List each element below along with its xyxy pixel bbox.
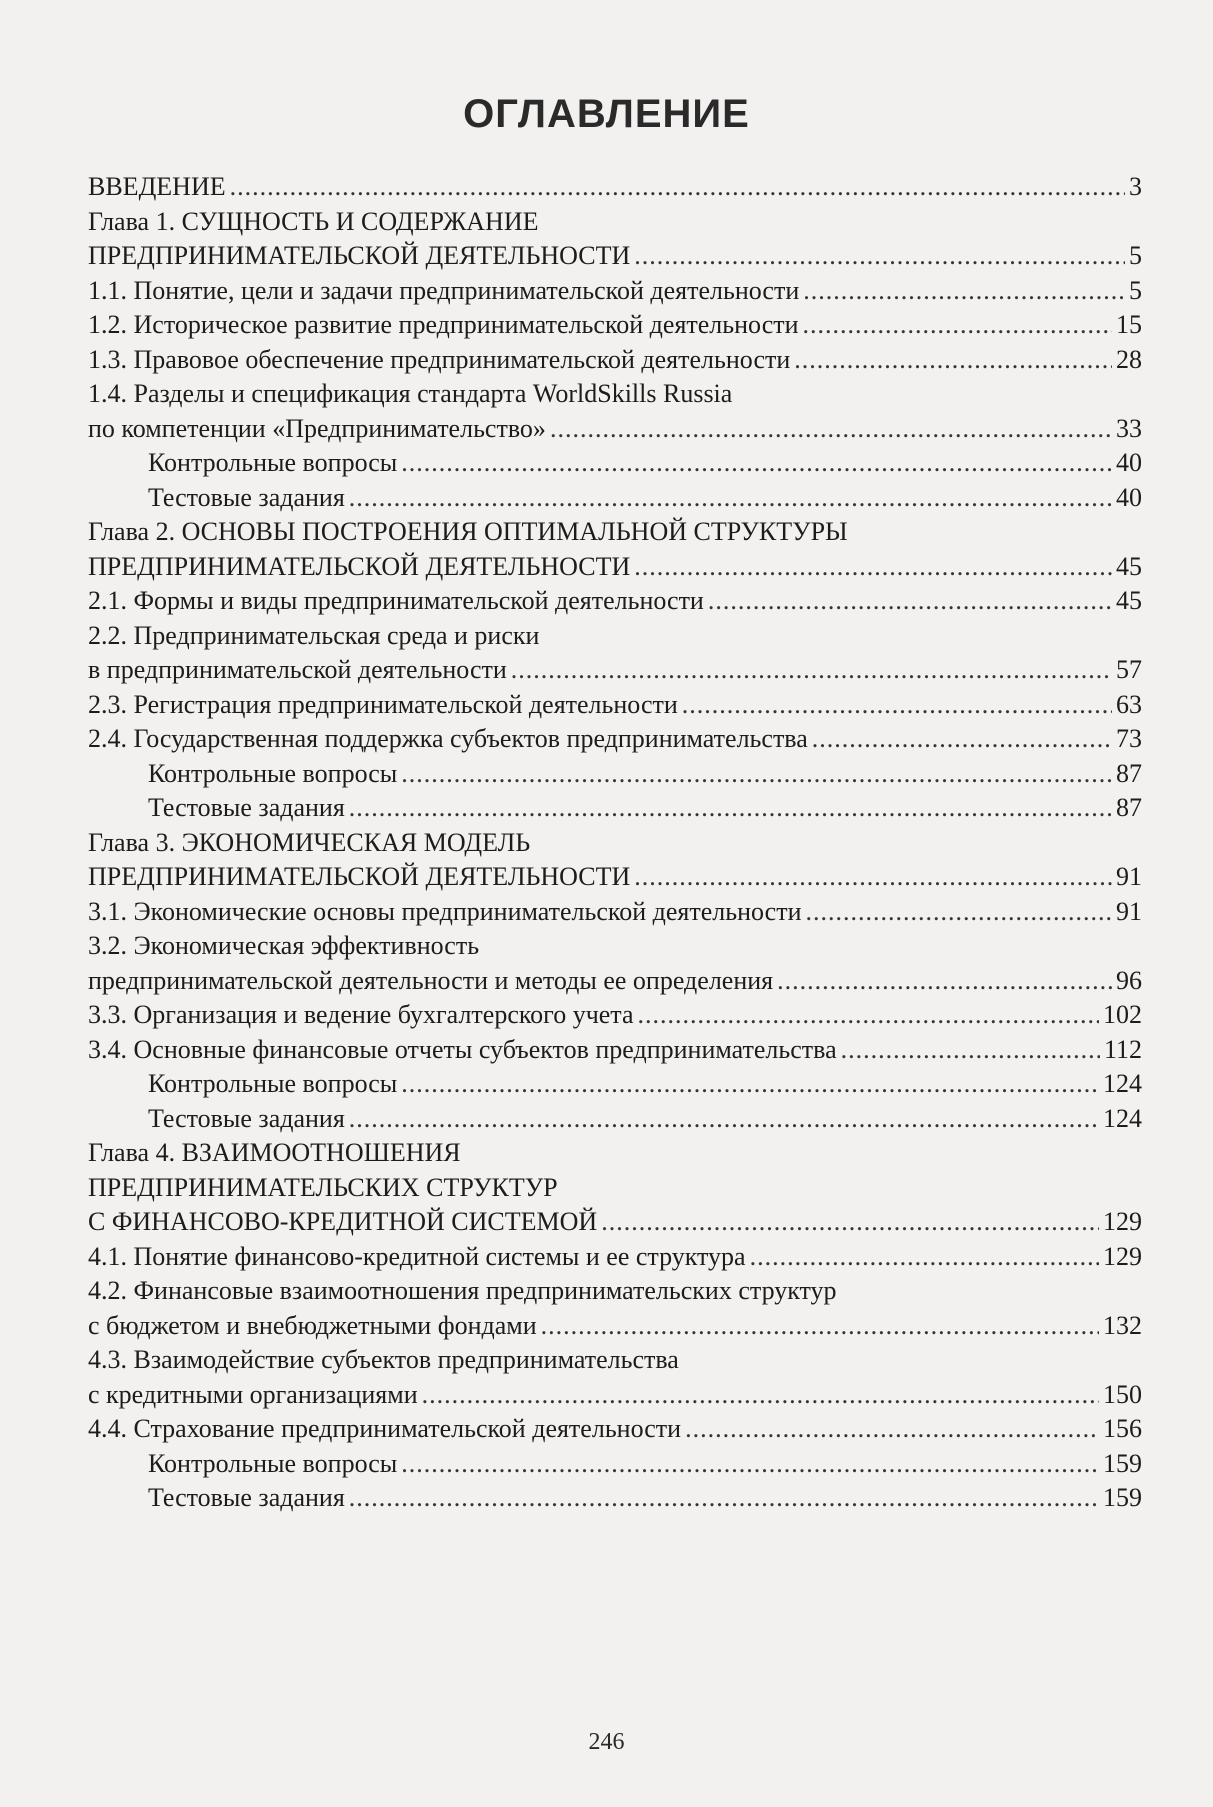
- toc-entry-title: предпринимательской деятельности и методы ее определения: [88, 965, 774, 995]
- toc-entry: [88, 1412, 1142, 1447]
- toc-page-number: 96: [1116, 965, 1142, 995]
- toc-entry: [148, 446, 1142, 481]
- dot-leader: [349, 481, 1112, 516]
- toc-entry-line: [88, 170, 1142, 205]
- toc-entry-title: Контрольные вопросы: [148, 758, 398, 788]
- dot-leader: [794, 343, 1112, 378]
- toc-page-number: 40: [1116, 448, 1142, 477]
- toc-page-number: 45: [1116, 551, 1142, 581]
- toc-entry: [88, 584, 1142, 619]
- toc-entry-line: [88, 481, 1142, 516]
- dot-leader: [401, 757, 1112, 792]
- toc-entry: [88, 343, 1142, 378]
- toc-entry: [148, 1481, 1142, 1516]
- toc-entry-line: [88, 1274, 1142, 1309]
- toc-entry-title: с кредитными организациями: [88, 1379, 418, 1409]
- toc-entry-line: [88, 860, 1142, 895]
- toc-page-number: 33: [1116, 413, 1142, 443]
- toc-entry: [88, 860, 1142, 895]
- dot-leader: [685, 1412, 1099, 1447]
- toc-page-number: 159: [1103, 1448, 1142, 1478]
- toc-entry-line: [88, 1481, 1142, 1516]
- toc-entry-line: [88, 239, 1142, 274]
- toc-entry-line: [88, 550, 1142, 585]
- dot-leader: [841, 1033, 1100, 1068]
- toc-entry-title: Тестовые задания: [148, 1103, 345, 1133]
- toc-entry-title: 3.4. Основные финансовые отчеты субъектов предпринимательства: [88, 1034, 837, 1064]
- toc-page-number: 102: [1103, 1000, 1142, 1029]
- toc-entry: [88, 239, 1142, 274]
- toc-entry-line: [88, 1067, 1142, 1102]
- toc-entry-title: 1.4. Разделы и спецификация стандарта WorldSkills Russia: [88, 379, 733, 408]
- toc-entry: [88, 998, 1142, 1033]
- toc-entry: [148, 791, 1142, 826]
- dot-leader: [349, 791, 1112, 826]
- toc-entry-title: Контрольные вопросы: [148, 1069, 398, 1098]
- toc-entry: [88, 653, 1142, 688]
- toc-entry-line: [88, 1033, 1142, 1068]
- toc-entry: [148, 481, 1142, 516]
- toc-entry: [88, 722, 1142, 757]
- dot-leader: [422, 1378, 1099, 1413]
- toc-entry-line: [88, 1309, 1142, 1344]
- toc-entry-title: 1.2. Историческое развитие предпринимательской деятельности: [88, 310, 799, 339]
- toc-entry-title: 1.1. Понятие, цели и задачи предпринимательской деятельности: [88, 275, 800, 305]
- toc-page-number: 5: [1129, 241, 1142, 270]
- dot-leader: [805, 895, 1112, 930]
- toc-entry-title: 3.3. Организация и ведение бухгалтерского учета: [88, 1000, 634, 1029]
- toc-entry-line: [88, 688, 1142, 723]
- toc-entry-line: [88, 998, 1142, 1033]
- dot-leader: [803, 274, 1125, 309]
- toc-page-number: 124: [1103, 1103, 1142, 1133]
- toc-entry: [88, 964, 1142, 999]
- toc-entry-line: [88, 1240, 1142, 1275]
- toc-entry-title: ПРЕДПРИНИМАТЕЛЬСКИХ СТРУКТУР: [88, 1172, 558, 1202]
- toc-entry-line: [88, 274, 1142, 309]
- toc-entry-line: [88, 619, 1142, 654]
- dot-leader: [349, 1481, 1099, 1516]
- toc-entry-line: [88, 308, 1142, 343]
- toc-entry-line: [88, 1205, 1142, 1240]
- toc-entry-title: 2.3. Регистрация предпринимательской деятельности: [88, 689, 678, 719]
- toc-page-number: 45: [1116, 586, 1142, 615]
- toc-entry-title: ПРЕДПРИНИМАТЕЛЬСКОЙ ДЕЯТЕЛЬНОСТИ: [88, 551, 631, 581]
- toc-page-number: 156: [1103, 1414, 1142, 1443]
- table-of-contents: [88, 170, 1142, 1516]
- toc-entry-line: [88, 722, 1142, 757]
- dot-leader: [708, 584, 1112, 619]
- toc-entry-title: С ФИНАНСОВО-КРЕДИТНОЙ СИСТЕМОЙ: [88, 1207, 598, 1236]
- toc-page-number: 150: [1103, 1379, 1142, 1409]
- toc-entry-title: 4.3. Взаимодействие субъектов предпринимательства: [88, 1345, 679, 1374]
- toc-entry-line: [88, 584, 1142, 619]
- toc-entry: [148, 1447, 1142, 1482]
- dot-leader: [230, 170, 1125, 205]
- dot-leader: [777, 964, 1112, 999]
- page-title: ОГЛАВЛЕНИЕ: [463, 92, 750, 136]
- dot-leader: [401, 446, 1112, 481]
- toc-page-number: 129: [1103, 1241, 1142, 1271]
- toc-entry-title: 2.4. Государственная поддержка субъектов предпринимательства: [88, 724, 808, 753]
- toc-page-number: 73: [1116, 724, 1142, 753]
- toc-entry-title: в предпринимательской деятельности: [88, 655, 507, 684]
- toc-entry-line: [88, 1378, 1142, 1413]
- toc-entry: [88, 274, 1142, 309]
- dot-leader: [634, 550, 1112, 585]
- toc-entry-line: [88, 964, 1142, 999]
- toc-entry-title: по компетенции «Предпринимательство»: [88, 413, 546, 443]
- toc-page-number: 28: [1116, 344, 1142, 374]
- dot-leader: [812, 722, 1112, 757]
- toc-page-number: 87: [1116, 758, 1142, 788]
- dot-leader: [601, 1205, 1099, 1240]
- toc-page-number: 124: [1103, 1069, 1142, 1098]
- toc-entry-line: [88, 653, 1142, 688]
- toc-entry: [88, 412, 1142, 447]
- toc-entry-title: 3.2. Экономическая эффективность: [88, 931, 480, 960]
- toc-entry: [88, 1378, 1142, 1413]
- toc-page-number: 40: [1116, 482, 1142, 512]
- toc-entry: [88, 170, 1142, 205]
- toc-entry-title: Контрольные вопросы: [148, 1448, 398, 1478]
- toc-entry-line: [88, 1447, 1142, 1482]
- toc-entry-title: ПРЕДПРИНИМАТЕЛЬСКОЙ ДЕЯТЕЛЬНОСТИ: [88, 241, 631, 270]
- toc-page-number: 87: [1116, 793, 1142, 822]
- toc-page-number: 63: [1116, 689, 1142, 719]
- toc-entry-line: [88, 757, 1142, 792]
- dot-leader: [682, 688, 1112, 723]
- toc-entry-title: 4.4. Страхование предпринимательской деятельности: [88, 1414, 682, 1443]
- toc-entry-title: 3.1. Экономические основы предпринимательской деятельности: [88, 896, 802, 926]
- toc-entry: [88, 1033, 1142, 1068]
- toc-entry-line: [88, 412, 1142, 447]
- toc-entry-line: [88, 446, 1142, 481]
- toc-entry-line: [88, 1171, 1142, 1206]
- dot-leader: [634, 860, 1112, 895]
- toc-entry-line: [88, 826, 1142, 861]
- toc-entry: [88, 308, 1142, 343]
- toc-page-number: 132: [1103, 1310, 1142, 1340]
- toc-page-number: 91: [1116, 862, 1142, 891]
- toc-entry-title: Тестовые задания: [148, 1483, 345, 1512]
- toc-entry: [88, 895, 1142, 930]
- toc-entry-line: [88, 1343, 1142, 1378]
- toc-entry: [88, 550, 1142, 585]
- toc-entry-title: 4.2. Финансовые взаимоотношения предпринимательских структур: [88, 1276, 837, 1305]
- toc-entry: [88, 1205, 1142, 1240]
- toc-entry-title: Тестовые задания: [148, 793, 345, 822]
- toc-entry-line: [88, 343, 1142, 378]
- toc-entry-title: 2.1. Формы и виды предпринимательской деятельности: [88, 586, 704, 615]
- toc-entry-title: 2.2. Предпринимательская среда и риски: [88, 620, 540, 650]
- dot-leader: [541, 1309, 1099, 1344]
- toc-entry-title: Глава 1. СУЩНОСТЬ И СОДЕРЖАНИЕ: [88, 206, 539, 236]
- dot-leader: [634, 239, 1125, 274]
- toc-entry-line: [88, 791, 1142, 826]
- toc-entry-title: Глава 3. ЭКОНОМИЧЕСКАЯ МОДЕЛЬ: [88, 827, 531, 857]
- toc-page-number: 15: [1116, 310, 1142, 339]
- toc-entry-title: ПРЕДПРИНИМАТЕЛЬСКОЙ ДЕЯТЕЛЬНОСТИ: [88, 862, 631, 891]
- toc-entry: [148, 1067, 1142, 1102]
- dot-leader: [803, 308, 1112, 343]
- toc-entry-title: Глава 4. ВЗАИМООТНОШЕНИЯ: [88, 1138, 461, 1167]
- toc-entry-line: [88, 205, 1142, 240]
- toc-entry-title: ВВЕДЕНИЕ: [88, 172, 226, 201]
- toc-entry: [88, 1240, 1142, 1275]
- toc-entry-line: [88, 515, 1142, 550]
- dot-leader: [550, 412, 1112, 447]
- dot-leader: [401, 1447, 1099, 1482]
- toc-page-number: 57: [1116, 655, 1142, 684]
- toc-entry-line: [88, 929, 1142, 964]
- toc-page-number: 5: [1129, 275, 1142, 305]
- toc-page-number: 112: [1103, 1034, 1142, 1064]
- dot-leader: [511, 653, 1112, 688]
- dot-leader: [401, 1067, 1099, 1102]
- toc-entry: [88, 688, 1142, 723]
- toc-entry: [148, 757, 1142, 792]
- toc-page-number: 129: [1103, 1207, 1142, 1236]
- toc-entry-line: [88, 895, 1142, 930]
- dot-leader: [638, 998, 1099, 1033]
- toc-page-number: 91: [1116, 896, 1142, 926]
- toc-entry-title: с бюджетом и внебюджетными фондами: [88, 1310, 537, 1340]
- toc-entry-title: Тестовые задания: [148, 482, 345, 512]
- toc-entry-line: [88, 377, 1142, 412]
- toc-entry-line: [88, 1412, 1142, 1447]
- toc-entry-line: [88, 1102, 1142, 1137]
- toc-entry-title: 1.3. Правовое обеспечение предпринимательской деятельности: [88, 344, 791, 374]
- dot-leader: [349, 1102, 1099, 1137]
- toc-page-number: 3: [1129, 172, 1142, 201]
- toc-page-number: 159: [1103, 1483, 1142, 1512]
- page-number: 246: [588, 1729, 625, 1755]
- toc-entry: [148, 1102, 1142, 1137]
- toc-entry-line: [88, 1136, 1142, 1171]
- toc-entry-title: Контрольные вопросы: [148, 448, 398, 477]
- dot-leader: [750, 1240, 1099, 1275]
- toc-entry-title: 4.1. Понятие финансово-кредитной системы и ее структура: [88, 1241, 746, 1271]
- toc-entry-title: Глава 2. ОСНОВЫ ПОСТРОЕНИЯ ОПТИМАЛЬНОЙ СТРУКТУРЫ: [88, 517, 848, 546]
- toc-entry: [88, 1309, 1142, 1344]
